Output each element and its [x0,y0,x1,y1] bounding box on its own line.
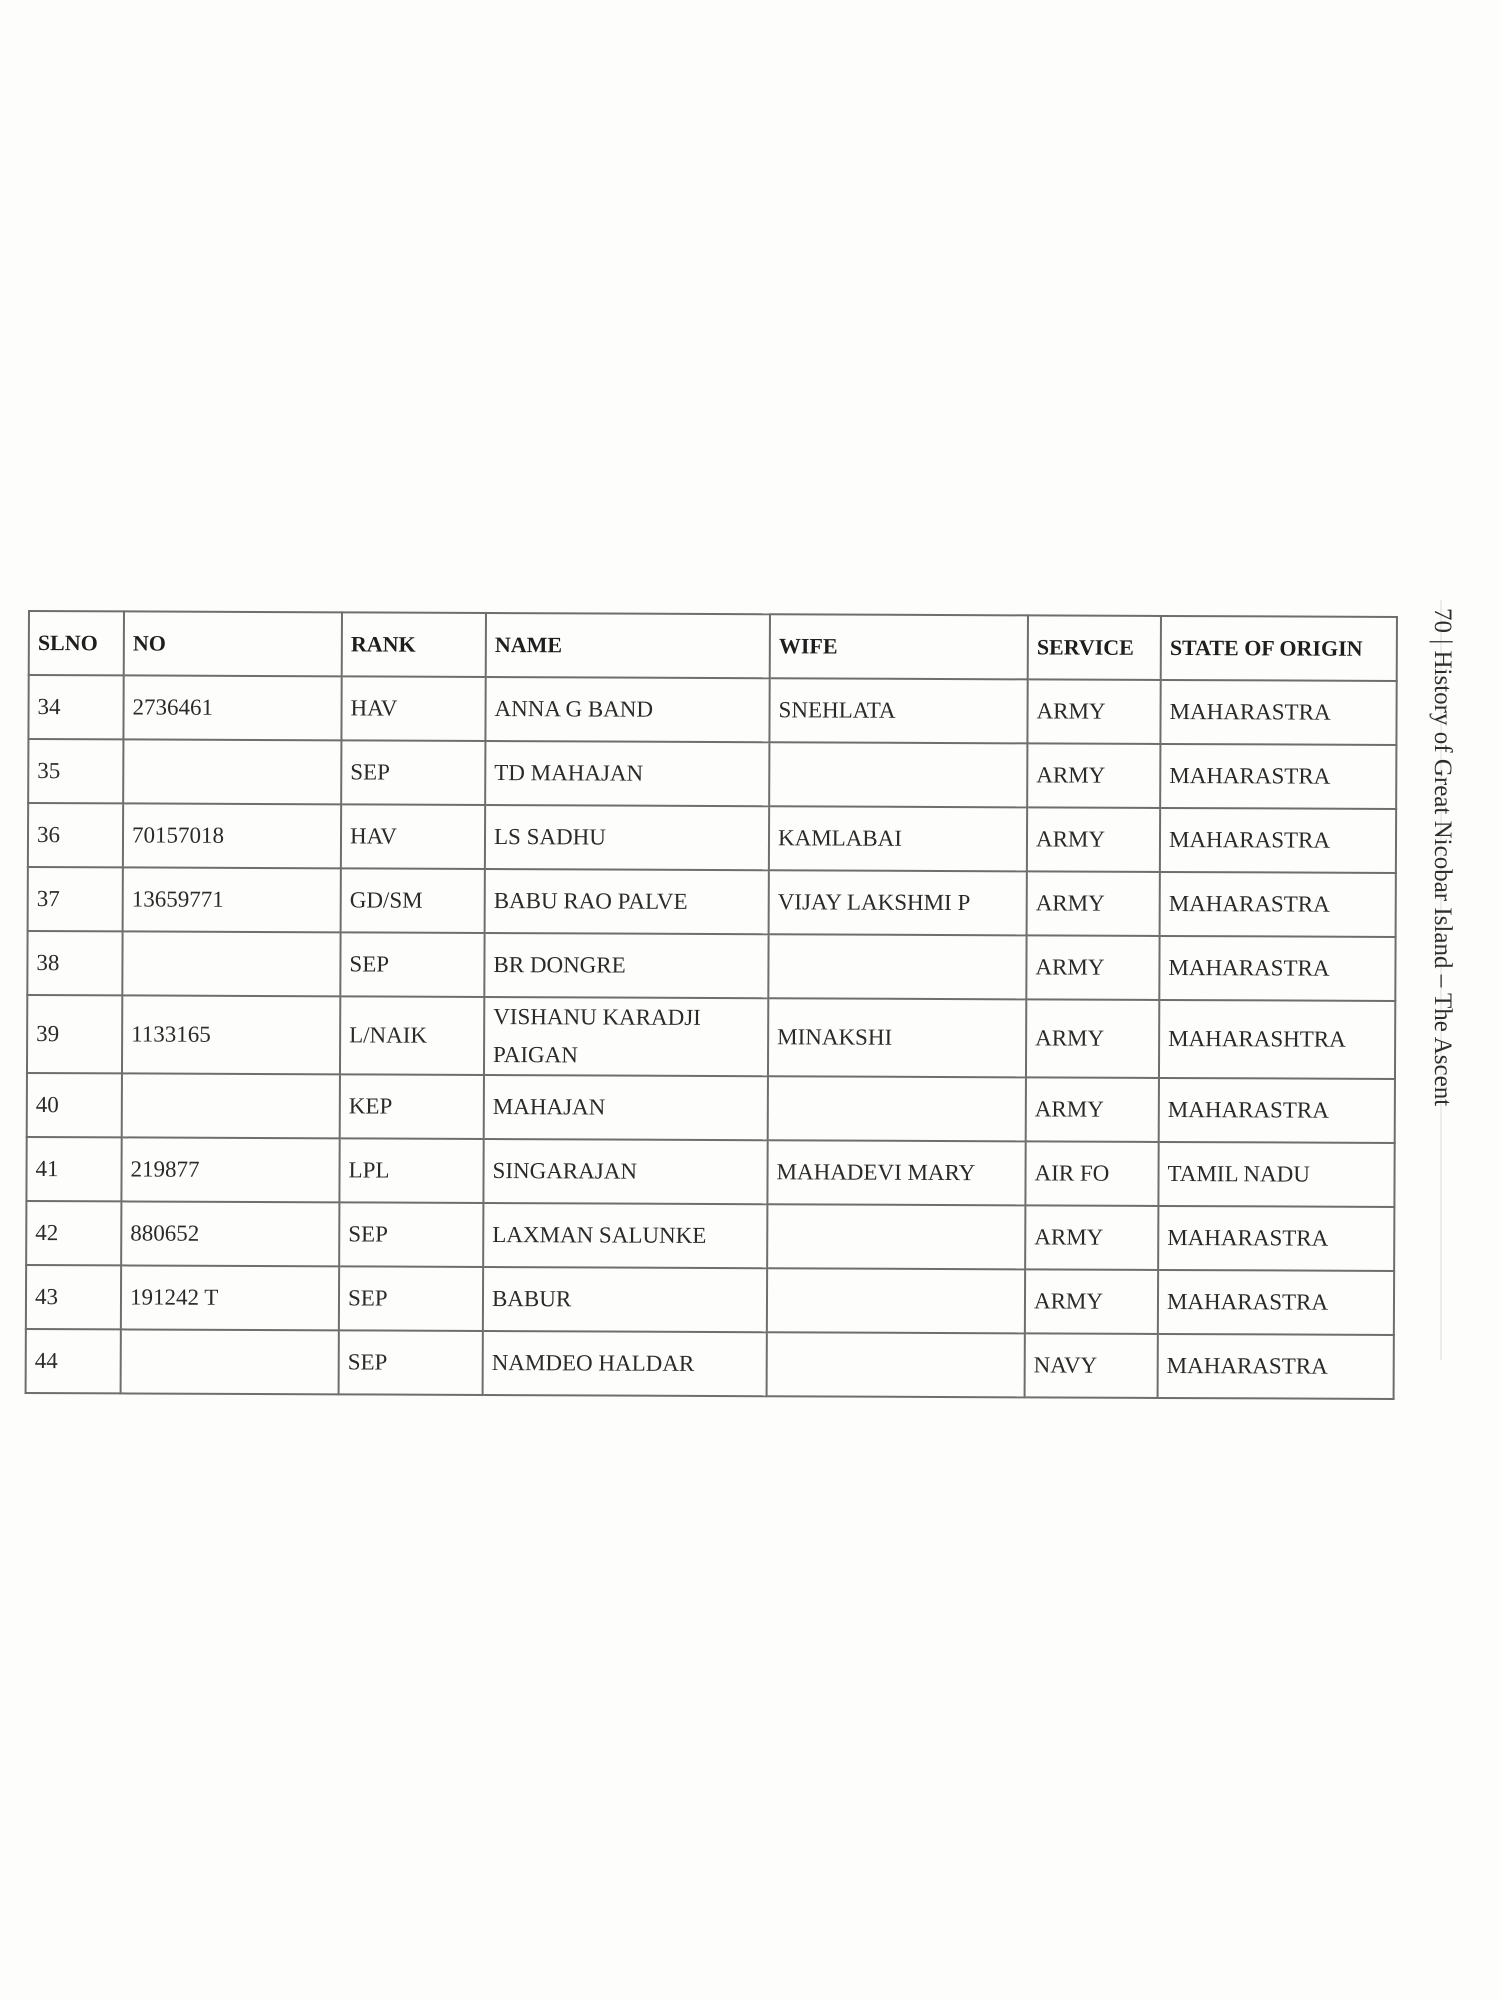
header-service: SERVICE [1028,615,1161,680]
cell-slno: 39 [27,995,122,1073]
cell-service: ARMY [1027,743,1160,808]
cell-no [121,1329,339,1394]
cell-slno: 35 [28,739,123,803]
cell-wife [767,1268,1025,1333]
cell-name: VISHANU KARADJI PAIGAN [484,997,768,1076]
cell-slno: 41 [26,1137,121,1201]
cell-name: BABUR [483,1267,767,1332]
cell-rank: L/NAIK [340,996,484,1075]
cell-state: TAMIL NADU [1158,1142,1394,1207]
personnel-table [25,610,1398,1400]
cell-state: MAHARASTRA [1160,680,1396,745]
table-header-row [29,611,1397,681]
cell-wife [768,934,1026,999]
cell-name: TD MAHAJAN [485,741,769,806]
cell-rank: HAV [341,676,485,741]
cell-rank: LPL [339,1138,483,1203]
cell-name: LS SADHU [485,805,769,870]
cell-service: ARMY [1025,1205,1158,1270]
cell-wife: VIJAY LAKSHMI P [769,870,1027,935]
cell-slno: 40 [27,1073,122,1137]
cell-wife: MINAKSHI [768,998,1026,1077]
cell-service: NAVY [1025,1333,1158,1398]
cell-service: ARMY [1026,999,1159,1078]
cell-wife [767,1332,1025,1397]
table-row [28,867,1396,937]
cell-no: 880652 [121,1201,339,1266]
table-row [26,1201,1394,1271]
cell-name: MAHAJAN [484,1075,768,1140]
cell-no: 2736461 [123,675,341,740]
cell-no: 191242 T [121,1265,339,1330]
table-row [28,675,1396,745]
cell-slno: 34 [28,675,123,739]
header-no: NO [124,611,342,676]
cell-name: BABU RAO PALVE [485,869,769,934]
running-head [1430,608,1456,1148]
cell-service: ARMY [1026,1077,1159,1142]
cell-rank: GD/SM [341,868,485,933]
table-row [27,1073,1395,1143]
table-row [27,995,1395,1079]
cell-rank: HAV [341,804,485,869]
cell-slno: 44 [26,1329,121,1393]
cell-service: ARMY [1027,679,1160,744]
cell-no [123,739,341,804]
cell-state: MAHARASTRA [1160,872,1396,937]
cell-service: ARMY [1026,935,1159,1000]
cell-wife: SNEHLATA [769,678,1027,743]
cell-state: MAHARASTRA [1159,1078,1395,1143]
header-slno: SLNO [29,611,124,675]
cell-no: 13659771 [123,867,341,932]
cell-no: 219877 [121,1137,339,1202]
cell-wife: KAMLABAI [769,806,1027,871]
cell-rank: SEP [339,1330,483,1395]
cell-rank: SEP [341,740,485,805]
table-row [28,739,1396,809]
table-row [26,1329,1394,1399]
cell-service: ARMY [1027,871,1160,936]
table-row [28,803,1396,873]
cell-slno: 43 [26,1265,121,1329]
cell-name: SINGARAJAN [483,1139,767,1204]
cell-no [122,931,340,996]
cell-state: MAHARASTRA [1160,808,1396,873]
cell-name: NAMDEO HALDAR [483,1331,767,1396]
cell-wife [768,1076,1026,1141]
cell-name: BR DONGRE [484,933,768,998]
cell-no: 1133165 [122,995,340,1074]
cell-name: LAXMAN SALUNKE [483,1203,767,1268]
cell-rank: KEP [340,1074,484,1139]
header-wife: WIFE [770,614,1028,679]
cell-wife [767,1204,1025,1269]
cell-state: MAHARASTRA [1160,744,1396,809]
cell-state: MAHARASTRA [1158,1270,1394,1335]
header-state-of-origin: STATE OF ORIGIN [1161,616,1397,681]
header-name: NAME [486,613,770,678]
table-row [27,931,1395,1001]
table-row [26,1137,1394,1207]
cell-service: ARMY [1025,1269,1158,1334]
cell-rank: SEP [339,1202,483,1267]
table-row [26,1265,1394,1335]
cell-slno: 38 [27,931,122,995]
cell-slno: 36 [28,803,123,867]
cell-state: MAHARASHTRA [1159,1000,1395,1079]
cell-wife [769,742,1027,807]
cell-service: AIR FO [1025,1141,1158,1206]
cell-slno: 37 [28,867,123,931]
cell-no [122,1073,340,1138]
cell-state: MAHARASTRA [1158,1334,1394,1399]
cell-no: 70157018 [123,803,341,868]
cell-wife: MAHADEVI MARY [767,1140,1025,1205]
running-head-text: 70 | History of Great Nicobar Island – The Ascent [1429,608,1456,1107]
cell-state: MAHARASTRA [1159,936,1395,1001]
cell-name: ANNA G BAND [485,677,769,742]
cell-rank: SEP [340,932,484,997]
header-rank: RANK [342,612,486,677]
cell-service: ARMY [1027,807,1160,872]
cell-state: MAHARASTRA [1158,1206,1394,1271]
cell-slno: 42 [26,1201,121,1265]
cell-rank: SEP [339,1266,483,1331]
